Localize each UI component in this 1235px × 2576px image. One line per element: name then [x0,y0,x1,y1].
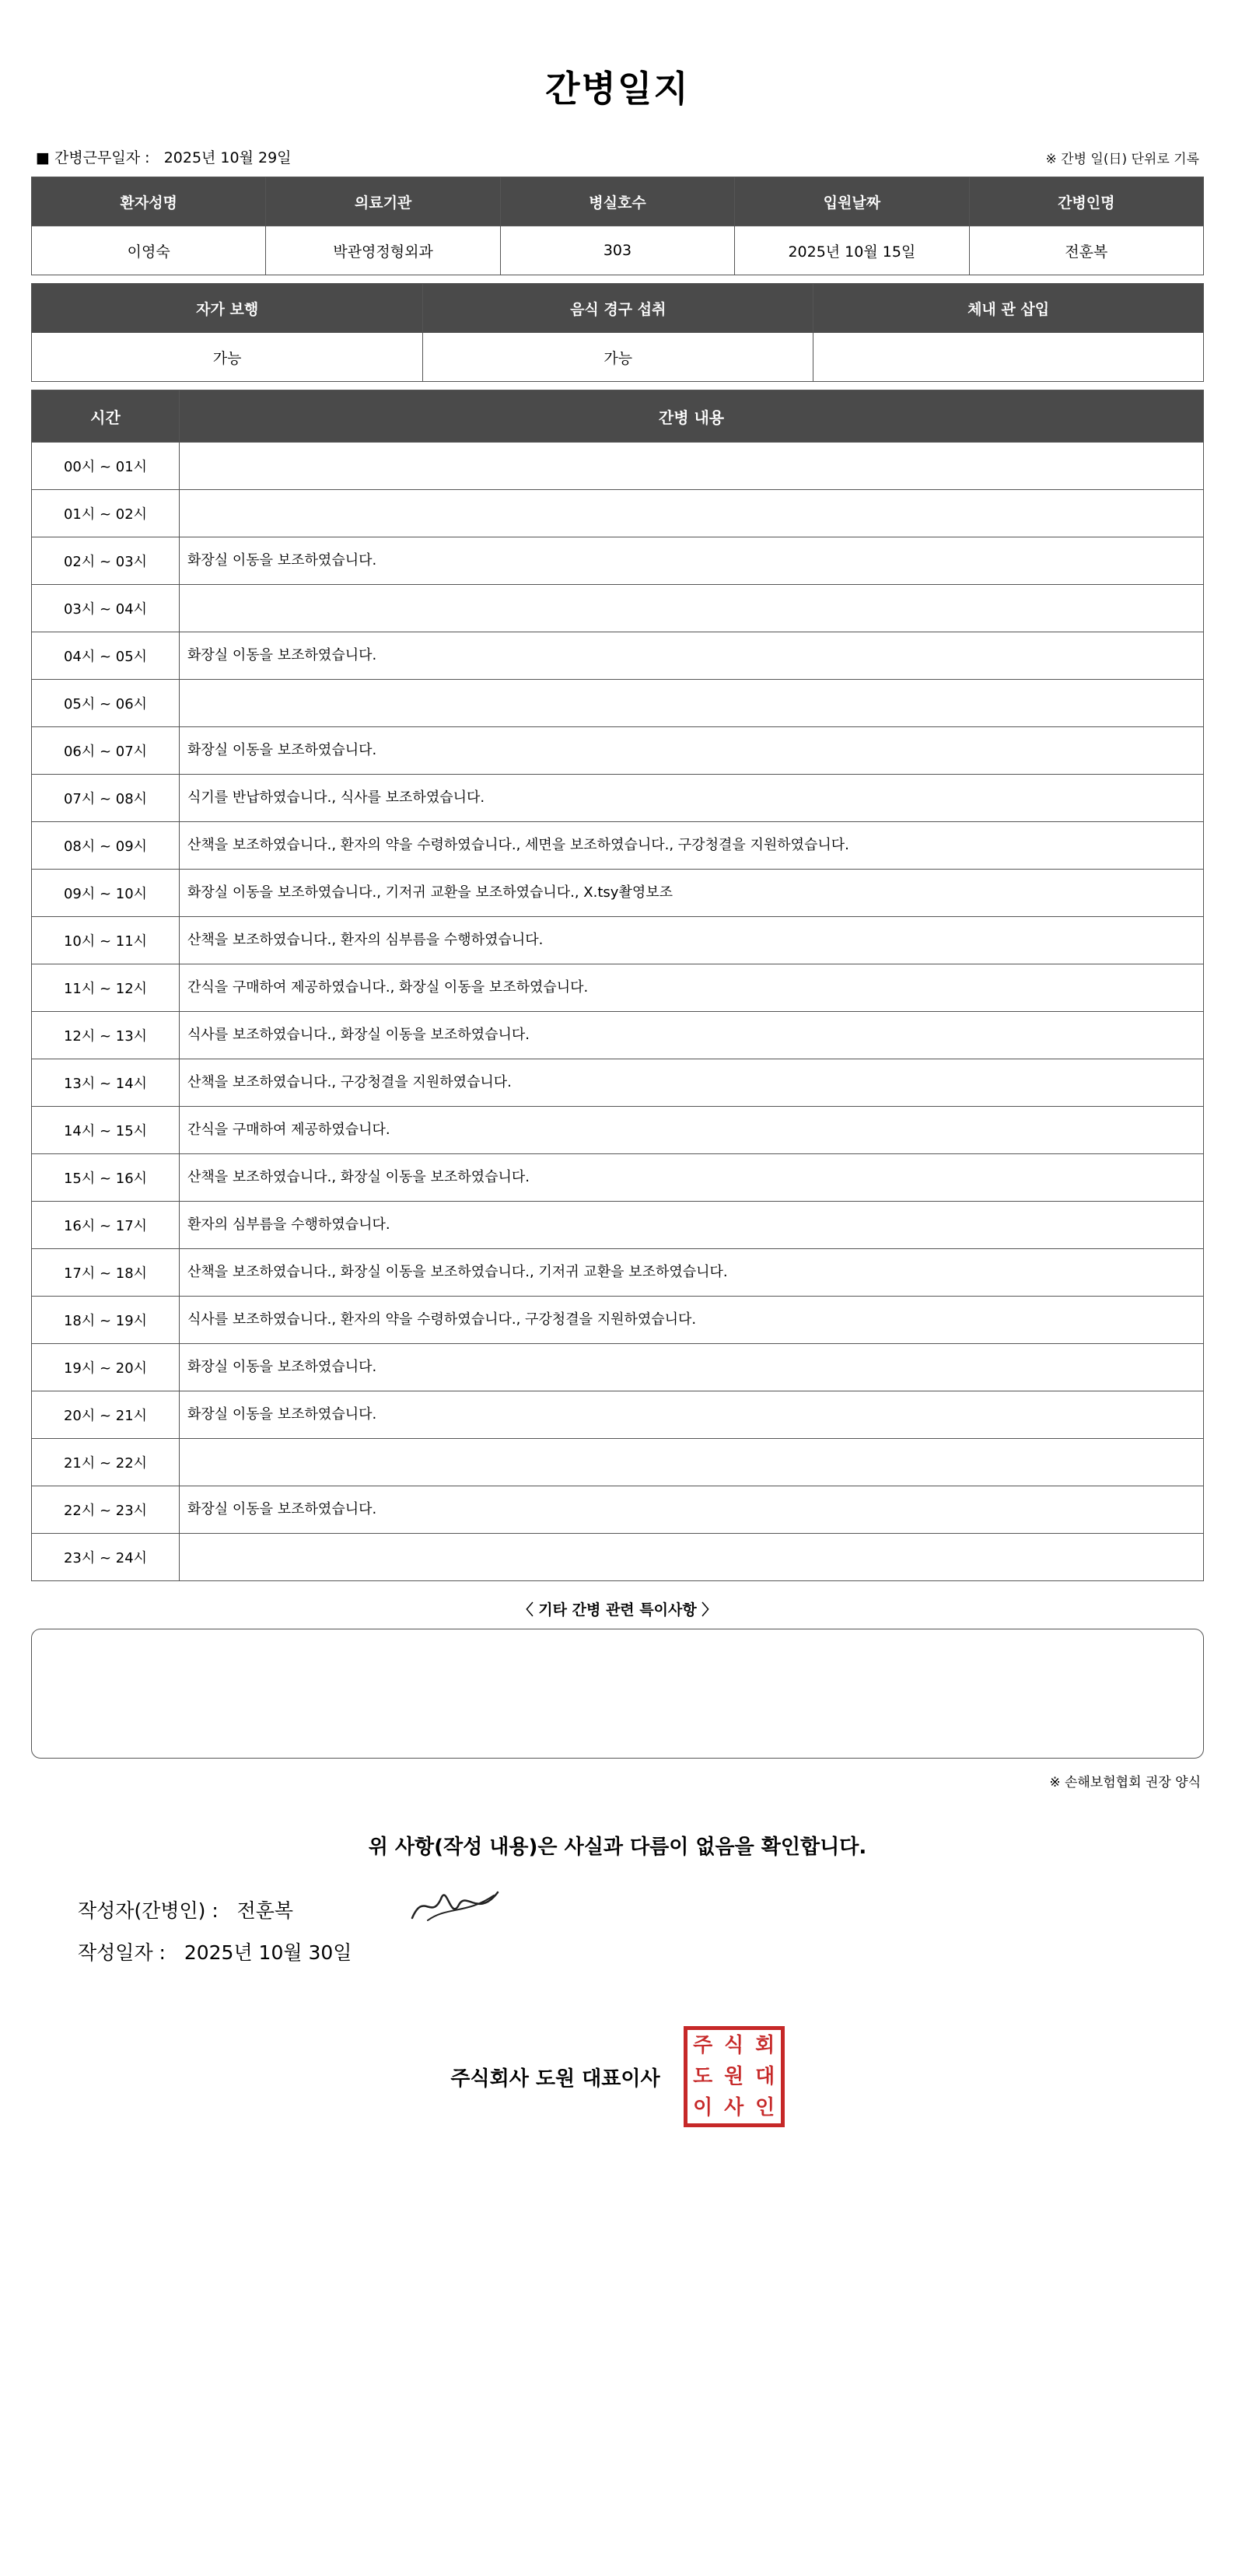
cell-time: 19시 ~ 20시 [32,1344,180,1391]
table-header-row [32,390,1204,443]
cell-time: 03시 ~ 04시 [32,585,180,632]
table-row [32,775,1204,822]
cell-time: 06시 ~ 07시 [32,727,180,775]
writer-value: 전훈복 [236,1899,294,1922]
cell-note [180,443,1204,490]
seal-char: 사 [724,2096,744,2119]
table-row [32,490,1204,537]
cell-time: 15시 ~ 16시 [32,1154,180,1202]
meta-row [31,146,1204,177]
cell-time: 10시 ~ 11시 [32,917,180,964]
cell-note: 식사를 보조하였습니다., 화장실 이동을 보조하였습니다. [180,1012,1204,1059]
table-row [32,822,1204,870]
seal-char: 회 [755,2034,775,2057]
seal-char: 인 [755,2096,775,2119]
cell-note: 산책을 보조하였습니다., 구강청결을 지원하였습니다. [180,1059,1204,1107]
other-notes-title: 〈 기타 간병 관련 특이사항 〉 [518,1601,717,1619]
cell-note: 산책을 보조하였습니다., 화장실 이동을 보조하였습니다., 기저귀 교환을 보조하였습니다. [180,1249,1204,1297]
cell-time: 22시 ~ 23시 [32,1486,180,1534]
col-caregiver-name: 간병인명 [969,177,1203,226]
table-header-row [32,284,1204,333]
cell-time: 02시 ~ 03시 [32,537,180,585]
table-row [32,1344,1204,1391]
table-row [32,1059,1204,1107]
cell-time: 14시 ~ 15시 [32,1107,180,1154]
table-row [32,870,1204,917]
hourly-care-table [31,390,1204,1581]
col-hospital: 의료기관 [266,177,500,226]
table-row [32,1249,1204,1297]
table-header-row [32,177,1204,226]
cell-note: 산책을 보조하였습니다., 화장실 이동을 보조하였습니다. [180,1154,1204,1202]
table-row [32,1297,1204,1344]
col-room-number: 병실호수 [500,177,734,226]
table-row [32,333,1204,382]
company-seal-icon [684,2026,785,2127]
cell-note [180,680,1204,727]
cell-note: 화장실 이동을 보조하였습니다., 기저귀 교환을 보조하였습니다., X.tsy촬영보조 [180,870,1204,917]
table-row [32,1107,1204,1154]
table-spacer [31,275,1204,283]
value-oral-intake: 가능 [423,333,813,382]
cell-note: 화장실 이동을 보조하였습니다. [180,1344,1204,1391]
write-date-value: 2025년 10월 30일 [184,1941,352,1964]
seal-wrap [684,2026,785,2127]
seal-char: 도 [693,2065,713,2088]
cell-note: 화장실 이동을 보조하였습니다. [180,632,1204,680]
cell-note: 식사를 보조하였습니다., 환자의 약을 수령하였습니다., 구강청결을 지원하였습니다. [180,1297,1204,1344]
write-date-label: 작성일자 : [78,1941,166,1964]
cell-time: 11시 ~ 12시 [32,964,180,1012]
cell-time: 12시 ~ 13시 [32,1012,180,1059]
table-row [32,585,1204,632]
seal-char: 식 [724,2034,744,2057]
cell-note: 화장실 이동을 보조하였습니다. [180,1391,1204,1439]
col-admission-date: 입원날짜 [735,177,969,226]
unit-note: ※ 간병 일(日) 단위로 기록 [1045,152,1199,167]
seal-char: 주 [693,2034,713,2057]
cell-time: 18시 ~ 19시 [32,1297,180,1344]
confirmation-statement: 위 사항(작성 내용)은 사실과 다름이 없음을 확인합니다. [368,1836,867,1859]
table-row [32,1439,1204,1486]
col-time: 시간 [32,390,180,443]
cell-note: 산책을 보조하였습니다., 환자의 약을 수령하였습니다., 세면을 보조하였습니다., 구강청결을 지원하였습니다. [180,822,1204,870]
condition-table [31,283,1204,382]
writer-line [31,1891,1204,1933]
cell-note: 화장실 이동을 보조하였습니다. [180,727,1204,775]
table-row [32,917,1204,964]
cell-note [180,1439,1204,1486]
cell-time: 23시 ~ 24시 [32,1534,180,1581]
cell-time: 08시 ~ 09시 [32,822,180,870]
table-row [32,1534,1204,1581]
table-row [32,1154,1204,1202]
table-row [32,1012,1204,1059]
work-date-label: ■ 간병근무일자 : [36,149,150,166]
cell-note: 식기를 반납하였습니다., 식사를 보조하였습니다. [180,775,1204,822]
value-hospital: 박관영정형외과 [266,226,500,275]
value-patient-name: 이영숙 [32,226,266,275]
page-title: 간병일지 [545,68,690,110]
cell-time: 04시 ~ 05시 [32,632,180,680]
write-date-line [31,1933,1204,1975]
table-row [32,964,1204,1012]
value-caregiver-name: 전훈복 [969,226,1203,275]
work-date [36,146,292,167]
cell-time: 07시 ~ 08시 [32,775,180,822]
cell-note: 간식을 구매하여 제공하였습니다. [180,1107,1204,1154]
col-patient-name: 환자성명 [32,177,266,226]
table-row [32,537,1204,585]
patient-info-table [31,177,1204,275]
value-self-walking: 가능 [32,333,423,382]
cell-note: 간식을 구매하여 제공하였습니다., 화장실 이동을 보조하였습니다. [180,964,1204,1012]
cell-note: 화장실 이동을 보조하였습니다. [180,1486,1204,1534]
table-row [32,727,1204,775]
cell-time: 01시 ~ 02시 [32,490,180,537]
cell-time: 21시 ~ 22시 [32,1439,180,1486]
cell-note [180,585,1204,632]
table-row [32,680,1204,727]
other-notes-box[interactable] [31,1629,1204,1759]
cell-time: 00시 ~ 01시 [32,443,180,490]
writer-label: 작성자(간병인) : [78,1899,219,1922]
seal-char: 이 [693,2096,713,2119]
cell-time: 13시 ~ 14시 [32,1059,180,1107]
col-oral-intake: 음식 경구 섭취 [423,284,813,333]
cell-time: 05시 ~ 06시 [32,680,180,727]
value-room-number: 303 [500,226,734,275]
work-date-value: 2025년 10월 29일 [163,149,292,166]
signature-icon [404,1883,521,1930]
document-content [31,0,1204,2127]
table-row [32,443,1204,490]
cell-note: 환자의 심부름을 수행하였습니다. [180,1202,1204,1249]
cell-time: 17시 ~ 18시 [32,1249,180,1297]
table-row [32,226,1204,275]
value-tube-insertion [813,333,1204,382]
association-note: ※ 손해보험협회 권장 양식 [1049,1775,1201,1790]
seal-char: 대 [755,2065,775,2088]
table-row [32,1391,1204,1439]
cell-time: 09시 ~ 10시 [32,870,180,917]
col-self-walking: 자가 보행 [32,284,423,333]
cell-time: 20시 ~ 21시 [32,1391,180,1439]
value-admission-date: 2025년 10월 15일 [735,226,969,275]
cell-time: 16시 ~ 17시 [32,1202,180,1249]
col-tube-insertion: 체내 관 삽입 [813,284,1204,333]
table-row [32,1202,1204,1249]
company-stamp-row [31,1975,1204,2127]
cell-note [180,1534,1204,1581]
col-care-detail: 간병 내용 [180,390,1204,443]
table-row [32,632,1204,680]
cell-note [180,490,1204,537]
cell-note: 산책을 보조하였습니다., 환자의 심부름을 수행하였습니다. [180,917,1204,964]
table-row [32,1486,1204,1534]
hourly-table-body [32,443,1204,1581]
seal-char: 원 [724,2065,744,2088]
company-name: 주식회사 도원 대표이사 [450,2067,660,2091]
cell-note: 화장실 이동을 보조하였습니다. [180,537,1204,585]
